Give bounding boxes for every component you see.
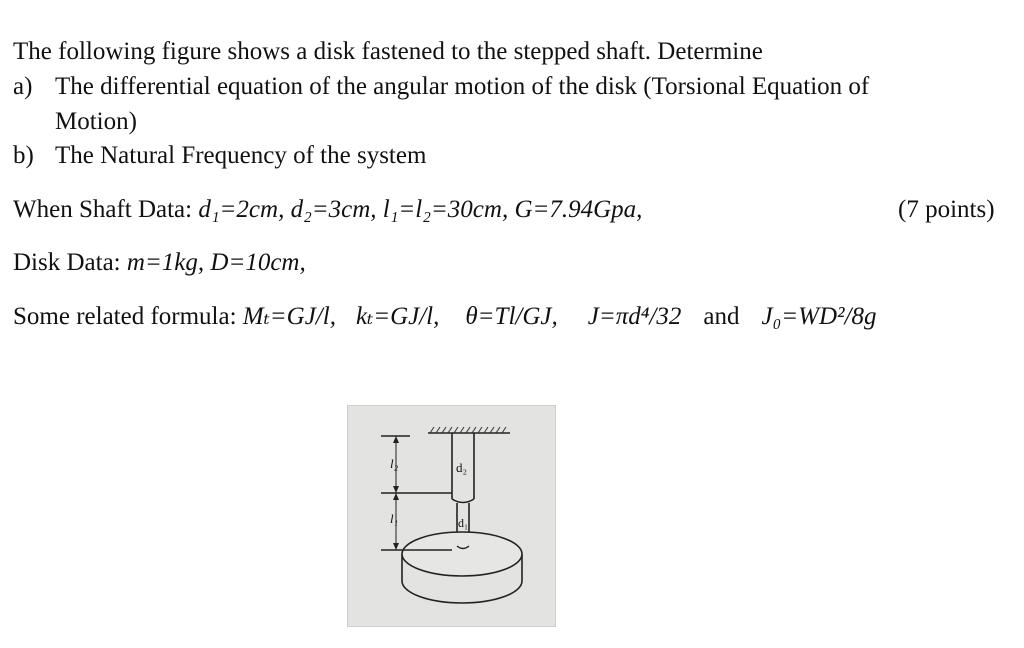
figure-drawing [348,406,555,626]
formula-stiffness: kₜ=GJ/l, [355,303,440,330]
arrow-l1-bottom [393,543,399,550]
ceiling-hatch [430,427,506,433]
label-d2: d₂ [456,460,468,475]
disk-top [402,532,522,576]
part-a-line2: Motion) [55,108,137,135]
formula-disk-inertia: J₀=WD²/8g [761,303,877,330]
formula-line [13,302,876,332]
shaft-data-values: d₁=2cm, d₂=3cm, l₁=l₂=30cm, G=7.94Gpa, [198,196,643,223]
upper-shaft-step [452,499,474,503]
part-b-text: The Natural Frequency of the system [55,142,427,169]
part-a-label: a) [13,73,33,100]
formula-prefix: Some related formula: [13,303,243,330]
disk-data-prefix: Disk Data: [13,249,127,276]
part-b-label: b) [13,142,34,169]
shaft-disk-figure [347,405,556,627]
formula-polar-moment: J=πd⁴/32 [587,303,682,330]
label-l1: l₁ [390,511,399,526]
arrow-l1-top [393,493,399,500]
formula-moment: Mₜ=GJ/l, [242,303,336,330]
disk-data-values: m=1kg, D=10cm, [126,249,306,276]
formula-angle: θ=Tl/GJ, [465,303,558,330]
problem-intro: The following figure shows a disk fastened to the stepped shaft. Determine [13,38,763,65]
part-b-line [13,141,426,171]
part-a-text: The differential equation of the angular motion of the disk (Torsional Equation of [55,73,870,100]
points-label: (7 points) [898,196,995,223]
disk-data-line [13,248,306,278]
shaft-data-line [13,195,642,225]
formula-and: and [703,303,740,330]
arrow-l2-bottom [393,486,399,493]
label-d1: d₁ [458,516,469,530]
shaft-data-prefix: When Shaft Data: [13,196,199,223]
part-a-line1 [13,72,869,102]
arrow-l2-top [393,436,399,443]
label-l2: l₂ [390,456,399,471]
